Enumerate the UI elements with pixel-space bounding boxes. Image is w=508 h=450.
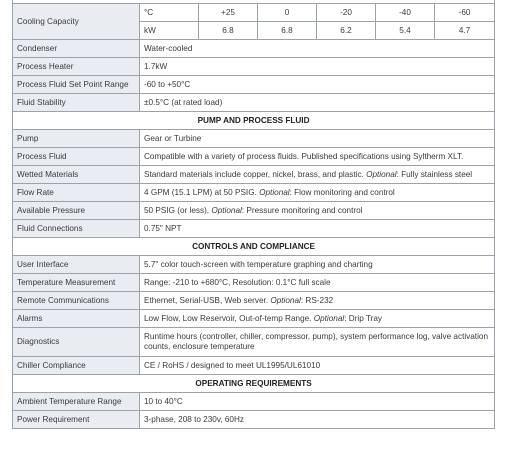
spec-row (13, 292, 495, 310)
spec-value: 0.75" NPT (140, 220, 495, 238)
spec-label: Process Fluid (13, 148, 140, 166)
spec-row (13, 310, 495, 328)
spec-label: User Interface (13, 256, 140, 274)
spec-value: -60 to +50°C (140, 76, 495, 94)
spec-value-text: Ethernet, Serial-USB, Web server. (144, 295, 271, 305)
spec-value: 10 to 40°C (140, 393, 495, 411)
spec-label: Condenser (13, 40, 140, 58)
cooling-capacity-temp-row (13, 4, 495, 22)
temp-cell: -60 (435, 4, 495, 22)
cooling-capacity-label: Cooling Capacity (13, 4, 140, 40)
capacity-cell: 6.2 (317, 22, 376, 40)
capacity-cell: 6.8 (258, 22, 317, 40)
spec-row (13, 256, 495, 274)
spec-row (13, 40, 495, 58)
spec-value (140, 310, 495, 328)
spec-label: Flow Rate (13, 184, 140, 202)
spec-value: Compatible with a variety of process fluids. Published specifications using Syltherm XLT. (140, 148, 495, 166)
spec-value-text: Standard materials include copper, nickel, brass, and plastic. (144, 169, 367, 179)
spec-value-text: Low Flow, Low Reservoir, Out-of-temp Range. (144, 313, 314, 323)
capacity-cell: 6.8 (199, 22, 258, 40)
spec-label: Remote Communications (13, 292, 140, 310)
spec-row (13, 148, 495, 166)
spec-label: Ambient Temperature Range (13, 393, 140, 411)
spec-value: Gear or Turbine (140, 130, 495, 148)
spec-value-suffix: : Fully stainless steel (396, 169, 473, 179)
spec-value-suffix: : Pressure monitoring and control (241, 205, 363, 215)
power-unit: kW (140, 22, 199, 40)
spec-label: Temperature Measurement (13, 274, 140, 292)
spec-row (13, 76, 495, 94)
spec-value-suffix: : RS-232 (300, 295, 334, 305)
spec-row (13, 220, 495, 238)
spec-row (13, 166, 495, 184)
spec-value (140, 184, 495, 202)
section-title-operating: OPERATING REQUIREMENTS (13, 375, 495, 393)
temp-cell: 0 (258, 4, 317, 22)
spec-value: 3-phase, 208 to 230v, 60Hz (140, 411, 495, 429)
spec-value-text: 4 GPM (15.1 LPM) at 50 PSIG. (144, 187, 260, 197)
spec-label: Power Requirement (13, 411, 140, 429)
spec-value: Runtime hours (controller, chiller, compressor, pump), system performance log, valve activation counts, enclosure temperature (140, 328, 495, 357)
optional-label: Optional (366, 169, 397, 179)
section-header-row (13, 112, 495, 130)
spec-row (13, 94, 495, 112)
optional-label: Optional (270, 295, 301, 305)
capacity-cell: 5.4 (376, 22, 435, 40)
spec-value (140, 292, 495, 310)
section-header-row (13, 375, 495, 393)
spec-value-suffix: : Drip Tray (344, 313, 382, 323)
optional-label: Optional (211, 205, 242, 215)
specifications-table (12, 0, 495, 429)
spec-value: 1.7kW (140, 58, 495, 76)
temp-cell: +25 (199, 4, 258, 22)
capacity-cell: 4.7 (435, 22, 495, 40)
spec-row (13, 202, 495, 220)
spec-row (13, 274, 495, 292)
spec-label: Wetted Materials (13, 166, 140, 184)
temp-cell: -20 (317, 4, 376, 22)
spec-label: Process Fluid Set Point Range (13, 76, 140, 94)
spec-value: Range: -210 to +680°C, Resolution: 0.1°C full scale (140, 274, 495, 292)
spec-row (13, 130, 495, 148)
spec-value: ±0.5°C (at rated load) (140, 94, 495, 112)
section-header-row (13, 238, 495, 256)
spec-value-suffix: : Flow monitoring and control (289, 187, 395, 197)
temp-unit: °C (140, 4, 199, 22)
spec-value: 5.7" color touch-screen with temperature graphing and charting (140, 256, 495, 274)
spec-label: Fluid Stability (13, 94, 140, 112)
spec-row (13, 58, 495, 76)
section-title-controls: CONTROLS AND COMPLIANCE (13, 238, 495, 256)
spec-label: Pump (13, 130, 140, 148)
spec-row (13, 184, 495, 202)
spec-value: Water-cooled (140, 40, 495, 58)
spec-label: Diagnostics (13, 328, 140, 357)
spec-value (140, 166, 495, 184)
spec-label: Fluid Connections (13, 220, 140, 238)
spec-row (13, 328, 495, 357)
spec-row (13, 393, 495, 411)
optional-label: Optional (259, 187, 290, 197)
spec-value-text: 50 PSIG (or less), (144, 205, 212, 215)
spec-label: Chiller Compliance (13, 357, 140, 375)
optional-label: Optional (313, 313, 345, 323)
spec-label: Alarms (13, 310, 140, 328)
spec-value: CE / RoHS / designed to meet UL1995/UL61010 (140, 357, 495, 375)
spec-label: Available Pressure (13, 202, 140, 220)
spec-row (13, 411, 495, 429)
section-title-pump-fluid: PUMP AND PROCESS FLUID (13, 112, 495, 130)
spec-row (13, 357, 495, 375)
temp-cell: -40 (376, 4, 435, 22)
spec-label: Process Heater (13, 58, 140, 76)
spec-value (140, 202, 495, 220)
